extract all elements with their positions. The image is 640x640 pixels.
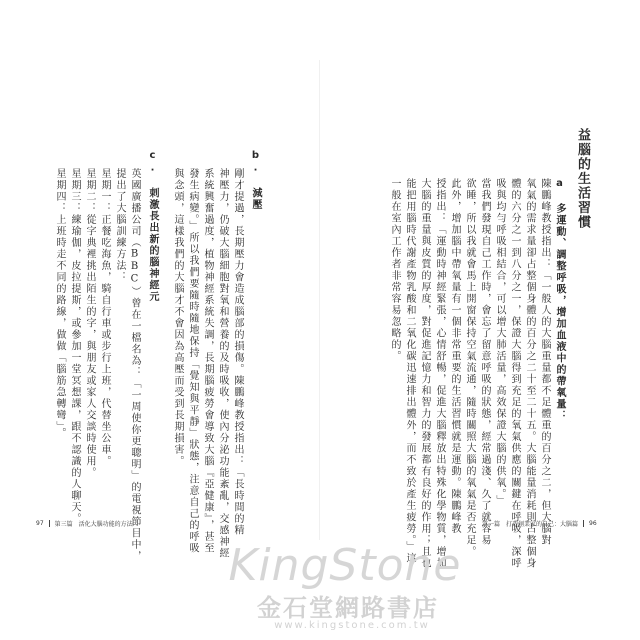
paragraph-line: 星期三：練瑜伽，皮拉提斯，或參加一堂冥想課，跟不認識的人聊天。 xyxy=(69,168,80,525)
paragraph-line: 與念頭，這樣我們的大腦才不會因為高壓而受到長期損害。 xyxy=(172,168,183,467)
left-page-footer xyxy=(36,519,133,528)
paragraph-line: 此外，增加腦中帶氧量有一個非常重要的生活習慣就是運動。陳鵬峰教 xyxy=(449,178,460,535)
section-title: 益腦的生活習慣 xyxy=(575,128,590,230)
paragraph-line: 授指出：「運動時神經緊張，心情舒暢，促進大腦釋放出特殊化學物質，增加 xyxy=(434,178,445,569)
subheading-a: a 多運動、調整呼吸，增加血液中的帶氧量： xyxy=(554,178,565,422)
footer-chapter: 第一篇 打造創業家的自己：大腦篇 xyxy=(482,521,579,528)
paragraph-line: 剛才提過，長期壓力會造成腦部的損傷。陳鵬峰教授指出：「長時間的精 xyxy=(232,168,243,536)
paragraph-line: 發生病變。」所以我們要隨時隨地保持「覺知與平靜」狀態，注意自己的呼吸 xyxy=(187,168,198,554)
page-number: 96 xyxy=(589,520,597,527)
subheading-c: c. 刺激長出新的腦神經元 xyxy=(147,150,158,303)
footer-chapter: 第三篇 活化大腦功能的方法 xyxy=(54,521,133,528)
kingstone-watermark-cn: 金石堂網路書店 xyxy=(257,593,439,622)
paragraph-line: 陳鵬峰教授指出：「一般人的大腦重量都不足體重的百分之二，但大腦對 xyxy=(539,178,550,546)
paragraph-line: 神壓力，仍破大腦細胞對氧和營養的及時吸收，使內分泌功能紊亂，交感神經 xyxy=(217,168,228,559)
footer-divider xyxy=(583,520,584,527)
paragraph-line: 氧氣的需求量卻占整個身體的百分之二十至二十五。大腦能量消耗則占整個身 xyxy=(524,178,535,569)
paragraph-line: 星期四：上班時走不同的路線，做做「腦筋急轉彎」。 xyxy=(54,168,65,439)
paragraph-line: 體的六分之一到八分之一，保證大腦得到充足的氧氣供應的關鍵在呼吸，深呼 xyxy=(509,178,520,569)
paragraph-line: 一般在室內工作者非常容易忽略的。 xyxy=(389,178,400,362)
paragraph-line: 系統興奮過度，植物神經系統失調，長期腦疲勞會導致大腦『亞健康』，甚至 xyxy=(202,168,213,554)
kingstone-watermark: KingStone xyxy=(228,540,462,591)
footer-divider xyxy=(49,520,50,527)
paragraph-line: 當我們發現自己工作時，會忘了留意呼吸的狀態，經常過淺、久了就容易 xyxy=(479,178,490,546)
paragraph-line: 大腦的重量與皮質的厚度，對促進記憶力和智力的發展都有良好的作用；且也 xyxy=(419,178,430,569)
paragraph-line: 欲睡，所以我就會馬上開窗保持空氣流通，隨時關照大腦的氧氣是否充足。 xyxy=(464,178,475,558)
paragraph-line: 英國廣播公司（BBC）曾在一檔名為：「一周使你更聰明」的電視節目中， xyxy=(129,168,140,562)
paragraph-line: 星期一：正餐吃海魚，騎自行車或步行上班，代替坐公車。 xyxy=(99,168,110,467)
paragraph-line: 星期二：從字典裡挑出陌生的字，與朋友或家人交談時使用。 xyxy=(84,168,95,479)
subheading-b: b. 減壓 xyxy=(250,150,261,211)
right-page-footer xyxy=(482,519,597,528)
paragraph-line: 吸與均勻呼吸相結合，可以增大肺活量，高效保證大腦的供氧。」 xyxy=(494,178,505,507)
kingstone-watermark-url: www.kingstone.com.tw xyxy=(274,620,430,631)
paragraph-line: 能把用腦時代謝產物乳酸和二氧化碳迅速排出體外，而不致於產生疲勞。」這 xyxy=(404,178,415,564)
page-number: 97 xyxy=(36,520,44,527)
paragraph-line: 提出了大腦訓練方法： xyxy=(114,168,125,283)
page-gutter xyxy=(319,60,320,540)
